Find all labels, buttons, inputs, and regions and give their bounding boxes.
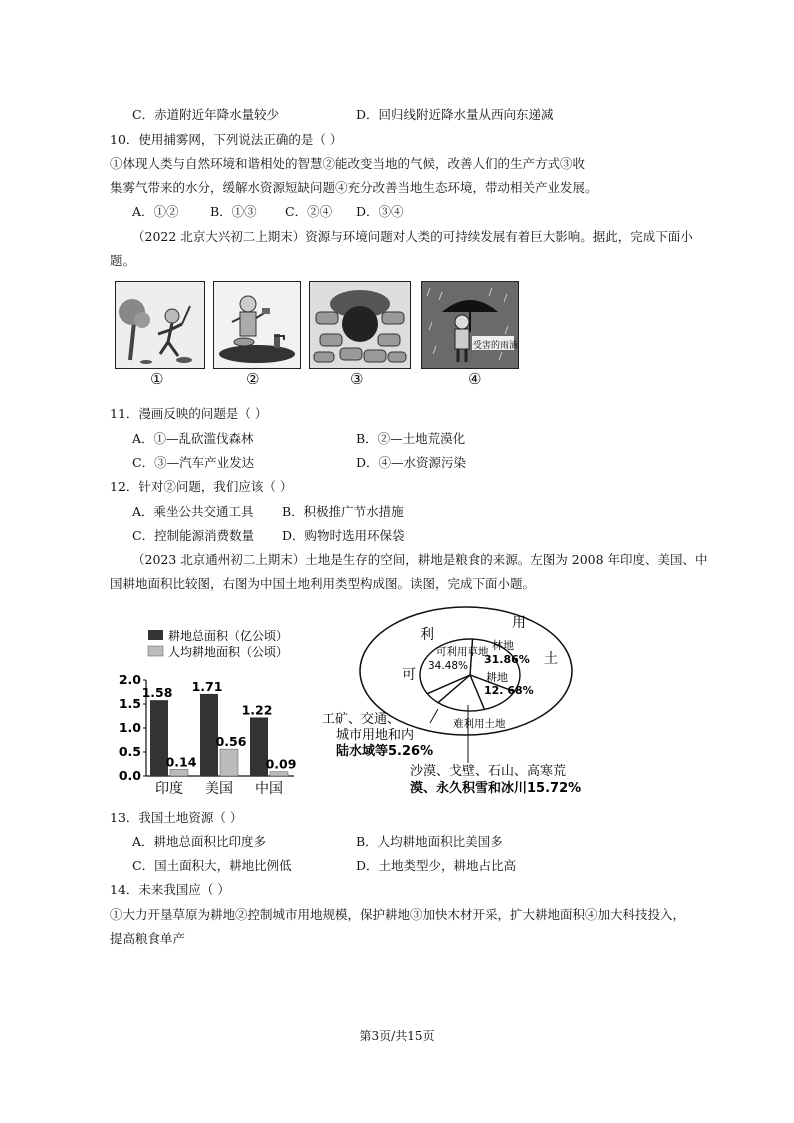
ring-char-li: 利 xyxy=(420,627,434,643)
q12-option-a: A．乘坐公共交通工具 xyxy=(132,504,254,519)
q12-stem: 12．针对②问题，我们应该（ ） xyxy=(110,479,293,494)
deforestation-icon xyxy=(116,282,204,368)
q11-option-a: A．①—乱砍滥伐森林 xyxy=(132,431,254,446)
callout1-line2: 城市用地和内 xyxy=(336,728,415,743)
page-footer: 第3页/共15页 xyxy=(359,1029,435,1043)
q10-option-d: D．③④ xyxy=(356,204,404,219)
q12-option-b: B．积极推广节水措施 xyxy=(282,504,404,519)
callout2-line2: 漠、永久积雪和冰川15.72% xyxy=(410,781,582,796)
bar xyxy=(270,772,288,776)
q10-option-b: B．①③ xyxy=(210,204,257,219)
slice-label-forest: 林地 xyxy=(492,639,514,652)
callout1-line3: 陆水域等5.26% xyxy=(336,744,434,759)
cartoon-4 xyxy=(421,281,519,369)
y-tick-label: 2.0 xyxy=(118,672,141,687)
callout1-line1: 工矿、交通、 xyxy=(322,712,401,727)
q13-option-c: C．国土面积大，耕地比例低 xyxy=(132,858,292,873)
intro2-line1: （2023 北京通州初二上期末）土地是生存的空间，耕地是粮食的来源。左图为 2008 年印度、美国、中 xyxy=(132,552,708,567)
slice-label-unusable: 难利用土地 xyxy=(453,718,506,730)
cartoon-1-number: ① xyxy=(150,370,164,388)
category-label: 美国 xyxy=(205,781,233,797)
y-tick-label: 0.0 xyxy=(118,768,141,783)
bar xyxy=(170,769,188,776)
legend-label-total: 耕地总面积（亿公顷） xyxy=(168,629,289,643)
q14-stem: 14．未来我国应（ ） xyxy=(110,882,230,897)
intro1-line2: 题。 xyxy=(110,253,136,268)
q11-option-b: B．②—土地荒漠化 xyxy=(356,431,466,446)
cartoon-4-number: ④ xyxy=(468,370,482,388)
legend-swatch-per-capita xyxy=(148,646,163,656)
cartoon-4-caption: 受害的雨滴 xyxy=(473,341,519,351)
bar-value-label: 1.58 xyxy=(141,685,173,701)
intro1-line1: （2022 北京大兴初二上期末）资源与环境问题对人类的可持续发展有着巨大影响。据此，完成下面小 xyxy=(132,229,693,244)
y-tick-label: 0.5 xyxy=(118,744,141,759)
cartoon-2-number: ② xyxy=(246,370,260,388)
cartoon-1 xyxy=(115,281,205,369)
bar-chart xyxy=(112,620,312,805)
y-tick-label: 1.5 xyxy=(118,696,141,711)
q10-line2: 集雾气带来的水分，缓解水资源短缺问题④充分改善当地生态环境，带动相关产业发展。 xyxy=(110,180,598,195)
bar-value-label: 0.56 xyxy=(215,734,247,750)
callout2-line1: 沙漠、戈壁、石山、高寒荒 xyxy=(410,764,567,779)
category-label: 中国 xyxy=(255,781,283,797)
bar-value-label: 0.09 xyxy=(265,756,297,772)
acid-rain-icon xyxy=(422,282,518,368)
intro2-line2: 国耕地面积比较图，右图为中国土地利用类型构成图。读图，完成下面小题。 xyxy=(110,576,536,591)
q12-option-c: C．控制能源消费数量 xyxy=(132,528,255,543)
q13-option-d: D．土地类型少，耕地占比高 xyxy=(356,858,517,873)
slice-label-grassland-value: 34.48% xyxy=(428,660,469,672)
q9-option-d: D．回归线附近降水量从西向东递减 xyxy=(356,107,554,122)
slice-label-farmland: 耕地 xyxy=(486,671,508,684)
q11-stem: 11．漫画反映的问题是（ ） xyxy=(110,406,268,421)
bar-value-label: 1.71 xyxy=(191,678,223,694)
cartoon-2 xyxy=(213,281,301,369)
y-tick-label: 1.0 xyxy=(118,720,141,735)
slice-label-farmland-value: 12. 68% xyxy=(484,684,534,697)
bar-value-label: 0.14 xyxy=(165,754,197,770)
q10-stem: 10．使用捕雾网，下列说法正确的是（ ） xyxy=(110,132,343,147)
q13-option-a: A．耕地总面积比印度多 xyxy=(132,834,267,849)
slice-label-grassland: 可利用草地 xyxy=(436,646,489,658)
q10-option-c: C．②④ xyxy=(285,204,333,219)
bar xyxy=(220,749,238,776)
water-tap-icon xyxy=(214,282,300,368)
q14-line2: 提高粮食单产 xyxy=(110,931,186,946)
cartoon-3-number: ③ xyxy=(350,370,364,388)
q11-option-c: C．③—汽车产业发达 xyxy=(132,455,255,470)
slice-label-forest-value: 31.86% xyxy=(484,653,530,666)
q13-stem: 13．我国土地资源（ ） xyxy=(110,810,243,825)
ring-char-yong: 用 xyxy=(512,615,526,631)
q9-option-c: C．赤道附近年降水量较少 xyxy=(132,107,280,122)
ring-char-ke: 可 xyxy=(402,667,416,683)
ring-char-tu: 土 xyxy=(544,651,558,667)
category-label: 印度 xyxy=(155,781,183,797)
q11-option-d: D．④—水资源污染 xyxy=(356,455,467,470)
legend-swatch-total xyxy=(148,630,163,640)
q12-option-d: D．购物时选用环保袋 xyxy=(282,528,405,543)
q10-line1: ①体现人类与自然环境和谐相处的智慧②能改变当地的气候，改善人们的生产方式③收 xyxy=(110,156,586,171)
land-use-pie-chart xyxy=(318,605,608,805)
q14-line1: ①大力开垦草原为耕地②控制城市用地规模，保护耕地③加快木材开采，扩大耕地面积④加大科技投入， xyxy=(110,907,686,922)
traffic-jam-icon xyxy=(310,282,410,368)
legend-label-per-capita: 人均耕地面积（公顷） xyxy=(168,645,289,659)
q10-option-a: A．①② xyxy=(132,204,179,219)
cartoon-3 xyxy=(309,281,411,369)
q13-option-b: B．人均耕地面积比美国多 xyxy=(356,834,503,849)
callout1-line xyxy=(430,709,438,723)
bar-value-label: 1.22 xyxy=(241,702,273,718)
